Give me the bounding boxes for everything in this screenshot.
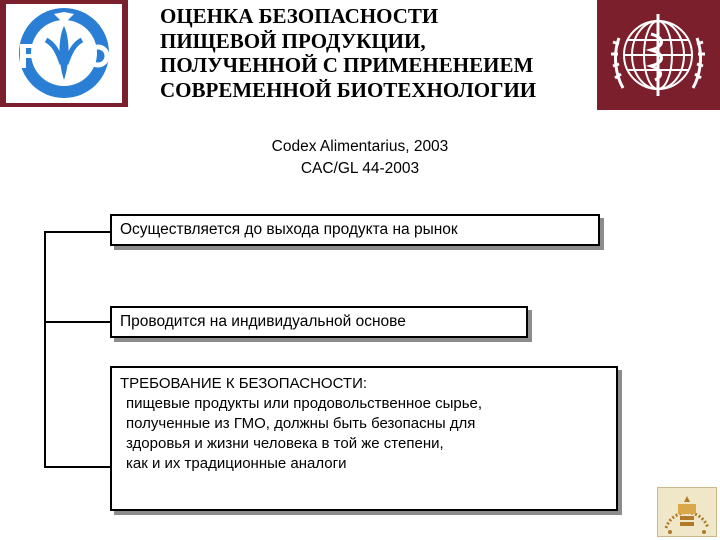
title-line: ПОЛУЧЕННОЙ С ПРИМЕНЕНЕИЕМ <box>160 53 534 77</box>
who-logo <box>597 0 720 110</box>
title-line: СОВРЕМЕННОЙ БИОТЕХНОЛОГИИ <box>160 77 537 102</box>
title-line: ПИЩЕВОЙ ПРОДУКЦИИ, <box>160 28 426 53</box>
connector-branch-3 <box>44 466 110 468</box>
safety-requirement-heading: ТРЕБОВАНИЕ К БЕЗОПАСНОСТИ: <box>120 375 368 392</box>
fao-logo <box>0 0 128 107</box>
box-before-market-text: Осуществляется до выхода продукта на рынок <box>120 221 458 238</box>
page-title <box>160 4 590 102</box>
safety-requirement-line: полученные из ГМО, должны быть безопасны для <box>126 415 476 432</box>
anniversary-badge-icon <box>658 488 716 536</box>
connector-vertical <box>44 231 46 468</box>
connector-branch-2 <box>44 321 110 323</box>
reference-line-1: Codex Alimentarius, 2003 <box>271 138 449 155</box>
safety-requirement-line: здоровья и жизни человека в той же степени, <box>126 435 444 452</box>
safety-requirement-line: пищевые продукты или продовольственное сырье, <box>126 395 483 412</box>
connector-branch-1 <box>44 231 110 233</box>
box-individual-basis-text: Проводится на индивидуальной основе <box>120 313 406 330</box>
safety-requirement-line: как и их традиционные аналоги <box>126 455 347 472</box>
box-before-market <box>110 214 600 246</box>
title-line: ОЦЕНКА БЕЗОПАСНОСТИ <box>160 4 439 28</box>
who-emblem-icon <box>601 4 716 106</box>
box-individual-basis <box>110 306 528 338</box>
anniversary-badge <box>657 487 717 537</box>
fao-emblem-icon <box>6 4 122 103</box>
reference-line-2: CAC/GL 44-2003 <box>300 160 420 177</box>
box-safety-requirement <box>110 366 618 511</box>
reference-subtitle <box>180 136 540 180</box>
